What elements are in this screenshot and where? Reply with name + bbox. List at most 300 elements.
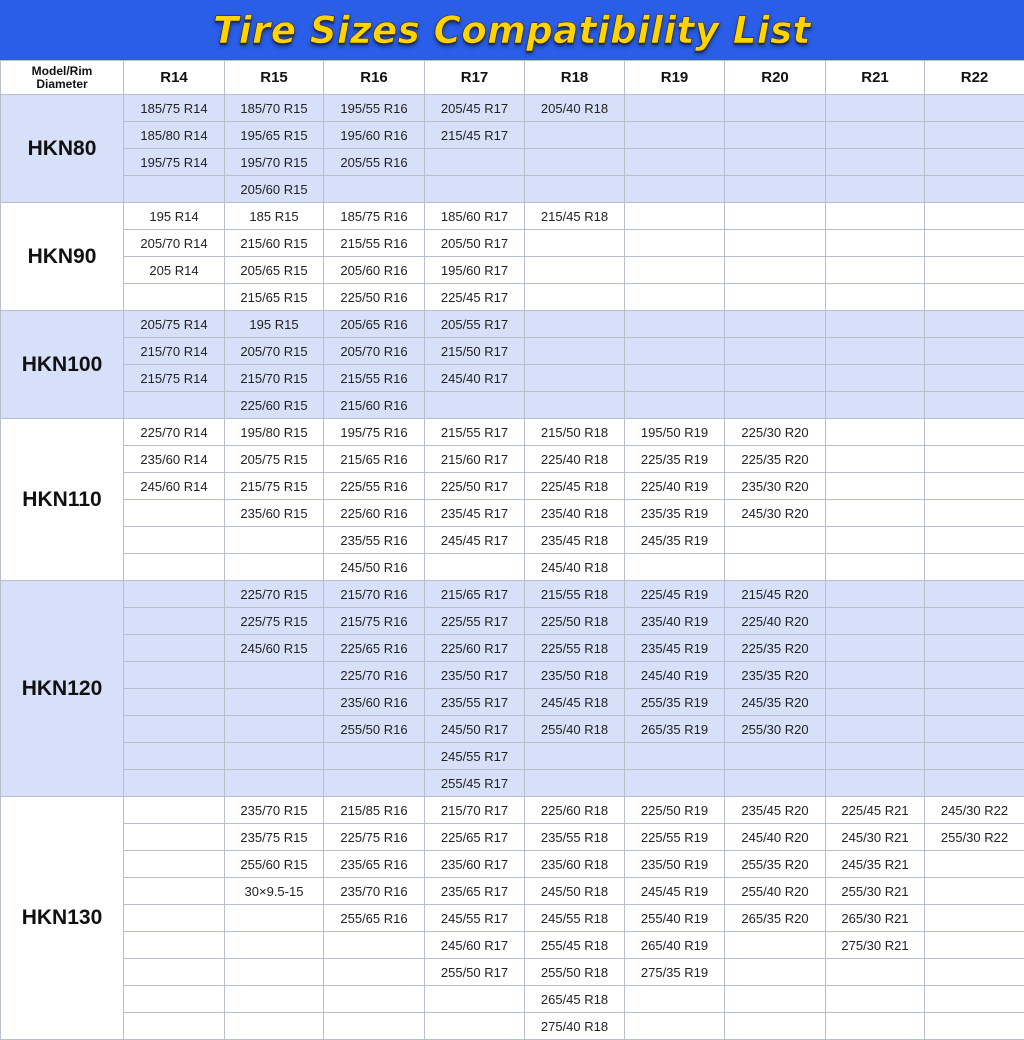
column-header-r22: R22 <box>925 61 1024 95</box>
tire-size-cell <box>826 689 925 716</box>
tire-size-cell <box>525 257 625 284</box>
tire-size-cell: 235/45 R19 <box>625 635 725 662</box>
tire-size-cell: 235/60 R14 <box>124 446 225 473</box>
tire-size-cell <box>925 1013 1024 1040</box>
tire-size-cell: 235/55 R17 <box>425 689 525 716</box>
compatibility-table <box>0 60 1024 1040</box>
tire-size-cell <box>525 230 625 257</box>
tire-size-cell: 235/30 R20 <box>725 473 826 500</box>
tire-size-cell <box>826 473 925 500</box>
tire-size-cell: 235/50 R17 <box>425 662 525 689</box>
tire-size-cell: 255/50 R16 <box>324 716 425 743</box>
tire-size-cell <box>425 149 525 176</box>
tire-size-cell: 245/30 R21 <box>826 824 925 851</box>
tire-size-cell: 245/35 R19 <box>625 527 725 554</box>
tire-size-cell <box>826 365 925 392</box>
tire-size-cell: 215/75 R16 <box>324 608 425 635</box>
tire-size-cell: 245/60 R14 <box>124 473 225 500</box>
tire-size-cell: 265/35 R19 <box>625 716 725 743</box>
table-row <box>1 581 1024 608</box>
table-row <box>1 959 1024 986</box>
tire-size-cell: 195 R14 <box>124 203 225 230</box>
tire-size-cell <box>625 392 725 419</box>
tire-size-cell <box>124 932 225 959</box>
tire-size-cell: 225/60 R18 <box>525 797 625 824</box>
tire-size-cell <box>225 770 324 797</box>
tire-size-cell <box>826 95 925 122</box>
tire-size-cell <box>826 554 925 581</box>
tire-size-cell <box>826 743 925 770</box>
tire-size-cell <box>124 959 225 986</box>
tire-size-cell: 235/70 R15 <box>225 797 324 824</box>
tire-size-cell: 205/55 R16 <box>324 149 425 176</box>
tire-size-cell <box>525 122 625 149</box>
tire-size-cell: 205/70 R14 <box>124 230 225 257</box>
tire-size-cell: 235/40 R18 <box>525 500 625 527</box>
tire-size-cell <box>826 338 925 365</box>
tire-size-cell: 235/45 R18 <box>525 527 625 554</box>
table-row <box>1 284 1024 311</box>
tire-size-cell <box>124 797 225 824</box>
tire-size-cell: 215/70 R17 <box>425 797 525 824</box>
corner-header <box>1 61 124 95</box>
tire-size-cell: 235/50 R19 <box>625 851 725 878</box>
tire-size-cell: 205/45 R17 <box>425 95 525 122</box>
tire-size-cell: 215/45 R18 <box>525 203 625 230</box>
tire-size-cell <box>124 878 225 905</box>
tire-size-cell: 205 R14 <box>124 257 225 284</box>
tire-size-cell <box>525 392 625 419</box>
tire-size-cell <box>225 905 324 932</box>
tire-size-cell <box>324 932 425 959</box>
tire-size-cell: 225/35 R20 <box>725 446 826 473</box>
tire-size-cell: 235/60 R18 <box>525 851 625 878</box>
tire-size-cell <box>124 986 225 1013</box>
tire-size-cell: 245/45 R17 <box>425 527 525 554</box>
tire-size-cell <box>625 95 725 122</box>
tire-size-cell: 195/80 R15 <box>225 419 324 446</box>
model-name-cell: HKN110 <box>1 419 124 581</box>
table-row <box>1 662 1024 689</box>
tire-size-cell <box>826 500 925 527</box>
table-row <box>1 230 1024 257</box>
tire-size-cell: 205/65 R16 <box>324 311 425 338</box>
tire-size-cell: 275/35 R19 <box>625 959 725 986</box>
tire-size-cell <box>925 338 1024 365</box>
model-name-cell: HKN80 <box>1 95 124 203</box>
tire-size-cell <box>625 554 725 581</box>
tire-size-cell <box>826 149 925 176</box>
tire-size-cell <box>425 1013 525 1040</box>
tire-size-cell: 255/35 R20 <box>725 851 826 878</box>
tire-size-cell <box>525 365 625 392</box>
tire-size-cell <box>925 905 1024 932</box>
tire-size-cell: 195/50 R19 <box>625 419 725 446</box>
tire-size-cell <box>124 824 225 851</box>
tire-size-cell: 195/60 R17 <box>425 257 525 284</box>
tire-size-cell: 225/30 R20 <box>725 419 826 446</box>
tire-size-cell: 205/70 R15 <box>225 338 324 365</box>
tire-size-cell <box>826 770 925 797</box>
table-row <box>1 878 1024 905</box>
tire-size-cell <box>925 149 1024 176</box>
tire-size-cell: 235/45 R20 <box>725 797 826 824</box>
tire-size-cell: 225/75 R16 <box>324 824 425 851</box>
tire-size-cell: 225/70 R15 <box>225 581 324 608</box>
tire-size-cell: 215/45 R17 <box>425 122 525 149</box>
tire-size-cell: 215/50 R17 <box>425 338 525 365</box>
tire-size-cell <box>925 635 1024 662</box>
header-row <box>1 61 1024 95</box>
tire-size-cell: 195/75 R14 <box>124 149 225 176</box>
tire-size-cell: 225/40 R20 <box>725 608 826 635</box>
tire-size-cell <box>525 770 625 797</box>
tire-size-cell: 265/35 R20 <box>725 905 826 932</box>
tire-size-cell: 245/55 R17 <box>425 905 525 932</box>
table-row <box>1 932 1024 959</box>
tire-size-cell <box>925 662 1024 689</box>
tire-size-cell: 255/60 R15 <box>225 851 324 878</box>
column-header-r21: R21 <box>826 61 925 95</box>
tire-size-cell: 205/60 R16 <box>324 257 425 284</box>
tire-size-cell: 215/65 R15 <box>225 284 324 311</box>
tire-size-cell <box>925 959 1024 986</box>
tire-size-cell <box>124 770 225 797</box>
tire-size-cell <box>725 257 826 284</box>
tire-size-cell: 215/50 R18 <box>525 419 625 446</box>
tire-size-cell <box>826 419 925 446</box>
tire-size-cell: 205/70 R16 <box>324 338 425 365</box>
tire-size-cell: 265/45 R18 <box>525 986 625 1013</box>
tire-size-cell <box>925 581 1024 608</box>
tire-size-cell <box>625 257 725 284</box>
tire-size-cell <box>525 338 625 365</box>
column-header-r19: R19 <box>625 61 725 95</box>
tire-size-cell: 275/40 R18 <box>525 1013 625 1040</box>
tire-size-cell: 255/40 R19 <box>625 905 725 932</box>
tire-size-cell: 225/75 R15 <box>225 608 324 635</box>
tire-size-cell <box>324 176 425 203</box>
tire-size-cell: 185/60 R17 <box>425 203 525 230</box>
tire-size-cell: 225/40 R19 <box>625 473 725 500</box>
tire-size-cell <box>925 176 1024 203</box>
table-row <box>1 419 1024 446</box>
tire-size-cell <box>124 1013 225 1040</box>
tire-size-cell <box>826 662 925 689</box>
tire-size-cell <box>625 770 725 797</box>
tire-size-cell: 245/60 R15 <box>225 635 324 662</box>
table-row <box>1 95 1024 122</box>
tire-size-cell <box>625 743 725 770</box>
tire-size-cell <box>425 392 525 419</box>
tire-size-cell: 205/75 R14 <box>124 311 225 338</box>
tire-size-cell <box>525 743 625 770</box>
tire-size-cell <box>725 770 826 797</box>
tire-size-cell: 205/50 R17 <box>425 230 525 257</box>
page-title: Tire Sizes Compatibility List <box>213 9 811 52</box>
tire-size-cell: 235/60 R15 <box>225 500 324 527</box>
tire-size-cell: 225/55 R17 <box>425 608 525 635</box>
tire-size-cell: 245/50 R18 <box>525 878 625 905</box>
tire-size-cell: 265/30 R21 <box>826 905 925 932</box>
tire-size-cell <box>625 1013 725 1040</box>
tire-size-cell <box>826 203 925 230</box>
tire-size-cell <box>725 365 826 392</box>
tire-size-cell <box>925 230 1024 257</box>
model-name-cell: HKN120 <box>1 581 124 797</box>
tire-size-cell <box>725 932 826 959</box>
tire-size-cell: 245/60 R17 <box>425 932 525 959</box>
tire-size-cell: 225/55 R16 <box>324 473 425 500</box>
tire-size-cell: 235/35 R20 <box>725 662 826 689</box>
table-row <box>1 689 1024 716</box>
table-row <box>1 608 1024 635</box>
table-row <box>1 797 1024 824</box>
tire-size-cell: 225/60 R15 <box>225 392 324 419</box>
tire-size-cell <box>725 338 826 365</box>
tire-size-cell <box>925 986 1024 1013</box>
tire-size-cell: 215/70 R15 <box>225 365 324 392</box>
model-name-cell: HKN100 <box>1 311 124 419</box>
tire-size-cell: 255/65 R16 <box>324 905 425 932</box>
tire-size-cell <box>324 743 425 770</box>
tire-size-cell: 245/55 R17 <box>425 743 525 770</box>
tire-size-cell <box>225 527 324 554</box>
tire-size-cell: 205/75 R15 <box>225 446 324 473</box>
table-row <box>1 446 1024 473</box>
tire-size-cell: 245/30 R20 <box>725 500 826 527</box>
tire-size-cell: 225/50 R16 <box>324 284 425 311</box>
corner-label-line2: Diameter <box>36 77 87 91</box>
tire-size-cell: 255/45 R17 <box>425 770 525 797</box>
tire-size-cell: 245/45 R18 <box>525 689 625 716</box>
tire-size-cell: 215/55 R18 <box>525 581 625 608</box>
tire-size-cell <box>124 716 225 743</box>
tire-size-cell <box>725 392 826 419</box>
tire-size-cell <box>826 608 925 635</box>
tire-size-cell: 255/50 R18 <box>525 959 625 986</box>
tire-size-cell <box>925 257 1024 284</box>
model-name-cell: HKN90 <box>1 203 124 311</box>
tire-size-cell <box>925 446 1024 473</box>
tire-size-cell <box>925 311 1024 338</box>
tire-size-cell: 215/65 R17 <box>425 581 525 608</box>
tire-size-cell <box>925 608 1024 635</box>
tire-size-cell <box>124 176 225 203</box>
tire-size-cell <box>625 338 725 365</box>
tire-size-cell: 215/55 R17 <box>425 419 525 446</box>
tire-size-cell <box>225 743 324 770</box>
tire-size-cell <box>324 986 425 1013</box>
table-row <box>1 392 1024 419</box>
tire-size-cell <box>425 554 525 581</box>
tire-size-cell <box>826 986 925 1013</box>
tire-size-cell <box>625 365 725 392</box>
tire-size-cell: 235/45 R17 <box>425 500 525 527</box>
tire-size-cell <box>826 122 925 149</box>
tire-size-cell <box>925 365 1024 392</box>
tire-size-cell <box>725 1013 826 1040</box>
tire-size-cell <box>525 176 625 203</box>
tire-size-cell: 255/30 R20 <box>725 716 826 743</box>
tire-size-cell <box>826 527 925 554</box>
model-name-cell: HKN130 <box>1 797 124 1040</box>
table-row <box>1 716 1024 743</box>
tire-size-cell <box>925 122 1024 149</box>
table-row <box>1 149 1024 176</box>
tire-size-cell <box>826 716 925 743</box>
tire-size-cell <box>124 608 225 635</box>
tire-size-cell: 225/35 R20 <box>725 635 826 662</box>
tire-size-cell <box>725 284 826 311</box>
tire-size-cell: 225/45 R18 <box>525 473 625 500</box>
tire-size-cell: 225/70 R16 <box>324 662 425 689</box>
tire-size-cell <box>725 311 826 338</box>
tire-size-cell <box>925 284 1024 311</box>
table-row <box>1 311 1024 338</box>
tire-size-cell <box>124 392 225 419</box>
tire-size-cell <box>826 446 925 473</box>
tire-size-cell <box>725 554 826 581</box>
column-header-r18: R18 <box>525 61 625 95</box>
tire-size-cell: 215/65 R16 <box>324 446 425 473</box>
tire-size-cell: 215/70 R16 <box>324 581 425 608</box>
tire-size-cell <box>925 932 1024 959</box>
table-row <box>1 365 1024 392</box>
tire-size-cell <box>725 527 826 554</box>
tire-size-cell: 245/35 R20 <box>725 689 826 716</box>
tire-size-cell <box>124 662 225 689</box>
table-row <box>1 824 1024 851</box>
table-row <box>1 257 1024 284</box>
tire-size-cell: 205/60 R15 <box>225 176 324 203</box>
tire-size-cell: 255/40 R20 <box>725 878 826 905</box>
tire-size-cell: 185/75 R14 <box>124 95 225 122</box>
tire-size-cell: 235/50 R18 <box>525 662 625 689</box>
tire-size-cell: 215/75 R14 <box>124 365 225 392</box>
tire-size-cell <box>124 284 225 311</box>
tire-size-cell: 225/50 R17 <box>425 473 525 500</box>
tire-size-cell <box>225 716 324 743</box>
tire-size-cell <box>725 176 826 203</box>
tire-size-cell <box>124 581 225 608</box>
tire-size-cell: 255/35 R19 <box>625 689 725 716</box>
tire-size-cell: 205/65 R15 <box>225 257 324 284</box>
tire-size-cell: 225/45 R19 <box>625 581 725 608</box>
tire-size-cell: 255/30 R22 <box>925 824 1024 851</box>
column-header-r14: R14 <box>124 61 225 95</box>
table-row <box>1 743 1024 770</box>
tire-size-cell: 225/40 R18 <box>525 446 625 473</box>
tire-size-cell: 245/30 R22 <box>925 797 1024 824</box>
tire-size-cell <box>925 554 1024 581</box>
tire-size-cell <box>826 230 925 257</box>
tire-size-cell: 215/85 R16 <box>324 797 425 824</box>
tire-size-cell <box>925 851 1024 878</box>
tire-size-cell <box>625 176 725 203</box>
tire-size-cell <box>225 986 324 1013</box>
tire-size-cell: 235/65 R17 <box>425 878 525 905</box>
tire-size-cell <box>425 176 525 203</box>
tire-size-cell: 225/50 R19 <box>625 797 725 824</box>
column-header-r17: R17 <box>425 61 525 95</box>
tire-size-cell <box>925 419 1024 446</box>
tire-size-cell <box>826 581 925 608</box>
tire-size-cell: 195/55 R16 <box>324 95 425 122</box>
tire-size-cell <box>925 770 1024 797</box>
tire-size-cell: 215/60 R16 <box>324 392 425 419</box>
table-row <box>1 473 1024 500</box>
tire-size-cell: 245/45 R19 <box>625 878 725 905</box>
tire-size-cell <box>324 1013 425 1040</box>
tire-size-cell <box>225 689 324 716</box>
tire-size-cell: 225/45 R21 <box>826 797 925 824</box>
tire-size-cell <box>826 635 925 662</box>
tire-size-cell <box>124 743 225 770</box>
tire-size-cell: 235/35 R19 <box>625 500 725 527</box>
tire-size-cell <box>725 743 826 770</box>
tire-size-cell: 215/60 R15 <box>225 230 324 257</box>
tire-size-cell <box>826 311 925 338</box>
table-row <box>1 851 1024 878</box>
tire-size-cell: 185/80 R14 <box>124 122 225 149</box>
tire-size-cell <box>124 635 225 662</box>
tire-size-cell: 235/55 R16 <box>324 527 425 554</box>
tire-size-cell: 225/55 R19 <box>625 824 725 851</box>
tire-size-cell <box>625 230 725 257</box>
tire-size-cell <box>826 284 925 311</box>
tire-size-cell <box>625 203 725 230</box>
tire-size-cell: 225/65 R16 <box>324 635 425 662</box>
tire-size-cell: 225/60 R17 <box>425 635 525 662</box>
tire-size-cell: 205/55 R17 <box>425 311 525 338</box>
tire-size-cell <box>525 149 625 176</box>
tire-size-cell <box>725 203 826 230</box>
tire-size-cell <box>925 527 1024 554</box>
tire-size-cell: 235/55 R18 <box>525 824 625 851</box>
table-row <box>1 338 1024 365</box>
tire-size-cell <box>525 311 625 338</box>
title-banner <box>0 0 1024 60</box>
column-header-r15: R15 <box>225 61 324 95</box>
tire-size-cell: 235/40 R19 <box>625 608 725 635</box>
tire-size-cell: 235/60 R16 <box>324 689 425 716</box>
tire-size-cell: 235/65 R16 <box>324 851 425 878</box>
tire-size-cell: 205/40 R18 <box>525 95 625 122</box>
tire-size-cell: 215/75 R15 <box>225 473 324 500</box>
tire-size-cell <box>925 689 1024 716</box>
tire-size-cell: 245/40 R20 <box>725 824 826 851</box>
table-row <box>1 122 1024 149</box>
table-row <box>1 635 1024 662</box>
tire-size-cell: 235/60 R17 <box>425 851 525 878</box>
tire-size-cell <box>925 203 1024 230</box>
tire-size-cell <box>625 284 725 311</box>
tire-size-cell <box>725 230 826 257</box>
tire-size-cell <box>925 500 1024 527</box>
tire-size-cell <box>725 986 826 1013</box>
tire-size-cell <box>826 1013 925 1040</box>
tire-size-cell <box>725 95 826 122</box>
tire-size-cell: 245/55 R18 <box>525 905 625 932</box>
tire-size-cell <box>425 986 525 1013</box>
tire-size-cell: 215/45 R20 <box>725 581 826 608</box>
tire-size-cell <box>124 905 225 932</box>
tire-size-cell <box>925 716 1024 743</box>
tire-size-cell: 185 R15 <box>225 203 324 230</box>
tire-size-cell: 245/35 R21 <box>826 851 925 878</box>
tire-size-cell <box>225 1013 324 1040</box>
